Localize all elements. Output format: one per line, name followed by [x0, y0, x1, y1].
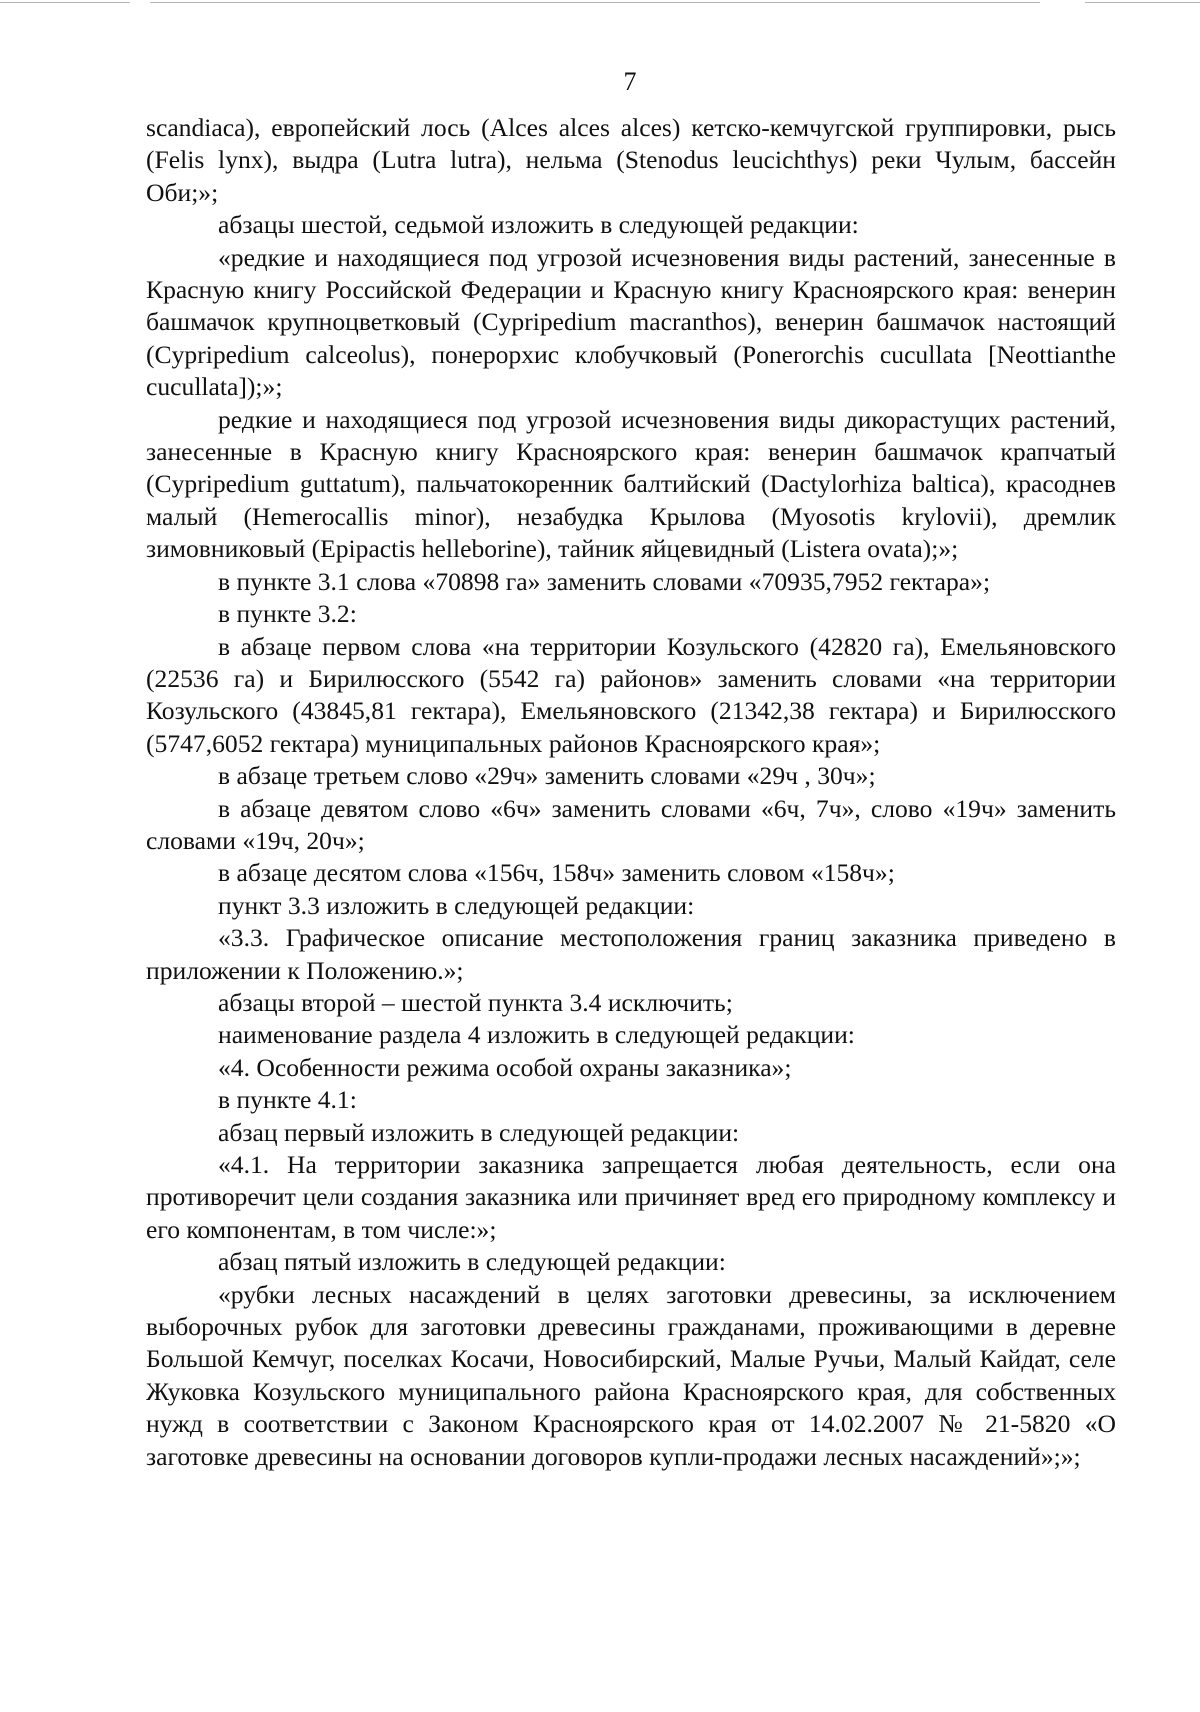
paragraph-7: в абзаце первом слова «на территории Козульского (42820 га), Емельяновского (22536 га) и Бирилюсского (5542 га) районов» заменить словами «на территории Козульского (43845,81 гектара), Емельяновского (21342,38 гектара) и Бирилюсского (5747,6052 гектара) муниципальных районов Красноярского края»; — [146, 631, 1116, 758]
paragraph-4: редкие и находящиеся под угрозой исчезновения виды дикорастущих растений, занесенные в Красную книгу Красноярского края: венерин башмачок крапчатый (Cypripedium guttatum), пальчатокоренник балтийский (Dactylorhiza baltica), красоднев малый (Hemerocallis minor), незабудка Крылова (Myosotis krylovii), дремлик зимовниковый (Epipactis helleborine), тайник яйцевидный (Listera ovata);»; — [146, 404, 1116, 564]
paragraph-3: «редкие и находящиеся под угрозой исчезновения виды растений, занесенные в Красную книгу Российской Федерации и Красную книгу Красноярского края: венерин башмачок крупноцветковый (Cypripedium macranthos), венерин башмачок настоящий (Cypripedium calceolus), понерорхис клобучковый (Ponerorchis cucullata [Neottianthe cucullata]);»; — [146, 242, 1116, 402]
paragraph-13: абзацы второй – шестой пункта 3.4 исключить; — [218, 987, 733, 1017]
paragraph-8: в абзаце третьем слово «29ч» заменить словами «29ч , 30ч»; — [218, 761, 876, 791]
top-scan-line-center — [150, 2, 1040, 3]
paragraph-14: наименование раздела 4 изложить в следующей редакции: — [218, 1020, 855, 1050]
paragraph-9: в абзаце девятом слово «6ч» заменить словами «6ч, 7ч», слово «19ч» заменить словами «19ч, 20ч»; — [146, 793, 1116, 855]
paragraph-12: «3.3. Графическое описание местоположения границ заказника приведено в приложении к Положению.»; — [146, 923, 1116, 985]
paragraph-2: абзацы шестой, седьмой изложить в следующей редакции: — [218, 210, 859, 240]
document-body — [146, 112, 1116, 1473]
paragraph-17: абзац первый изложить в следующей редакции: — [218, 1117, 740, 1147]
page-number: 7 — [623, 67, 637, 96]
top-scan-line-left — [0, 2, 130, 3]
paragraph-1: scandiaca), европейский лось (Alces alces alces) кетско-кемчугской группировки, рысь (Felis lynx), выдра (Lutra lutra), нельма (Stenodus leucichthys) реки Чулым, бассейн Оби;»; — [146, 113, 1116, 207]
paragraph-15: «4. Особенности режима особой охраны заказника»; — [218, 1052, 792, 1082]
paragraph-19: абзац пятый изложить в следующей редакции: — [218, 1247, 726, 1277]
paragraph-6: в пункте 3.2: — [218, 599, 357, 629]
paragraph-10: в абзаце десятом слова «156ч, 158ч» заменить словом «158ч»; — [218, 858, 895, 888]
top-scan-line-right — [1085, 2, 1200, 3]
paragraph-18: «4.1. На территории заказника запрещается любая деятельность, если она противоречит цели создания заказника или причиняет вред его природному комплексу и его компонентам, в том числе:»; — [146, 1150, 1116, 1244]
paragraph-5: в пункте 3.1 слова «70898 га» заменить словами «70935,7952 гектара»; — [218, 566, 991, 596]
paragraph-11: пункт 3.3 изложить в следующей редакции: — [218, 890, 695, 920]
paragraph-20: «рубки лесных насаждений в целях заготовки древесины, за исключением выборочных рубок для заготовки древесины гражданами, проживающими в деревне Большой Кемчуг, поселках Косачи, Новосибирский, Малые Ручьи, Малый Кайдат, селе Жуковка Козульского муниципального района Красноярского края, для собственных нужд в соответствии с Законом Красноярского края от 14.02.2007 № 21-5820 «О заготовке древесины на основании договоров купли-продажи лесных насаждений»;»; — [146, 1279, 1116, 1471]
paragraph-16: в пункте 4.1: — [218, 1085, 357, 1115]
